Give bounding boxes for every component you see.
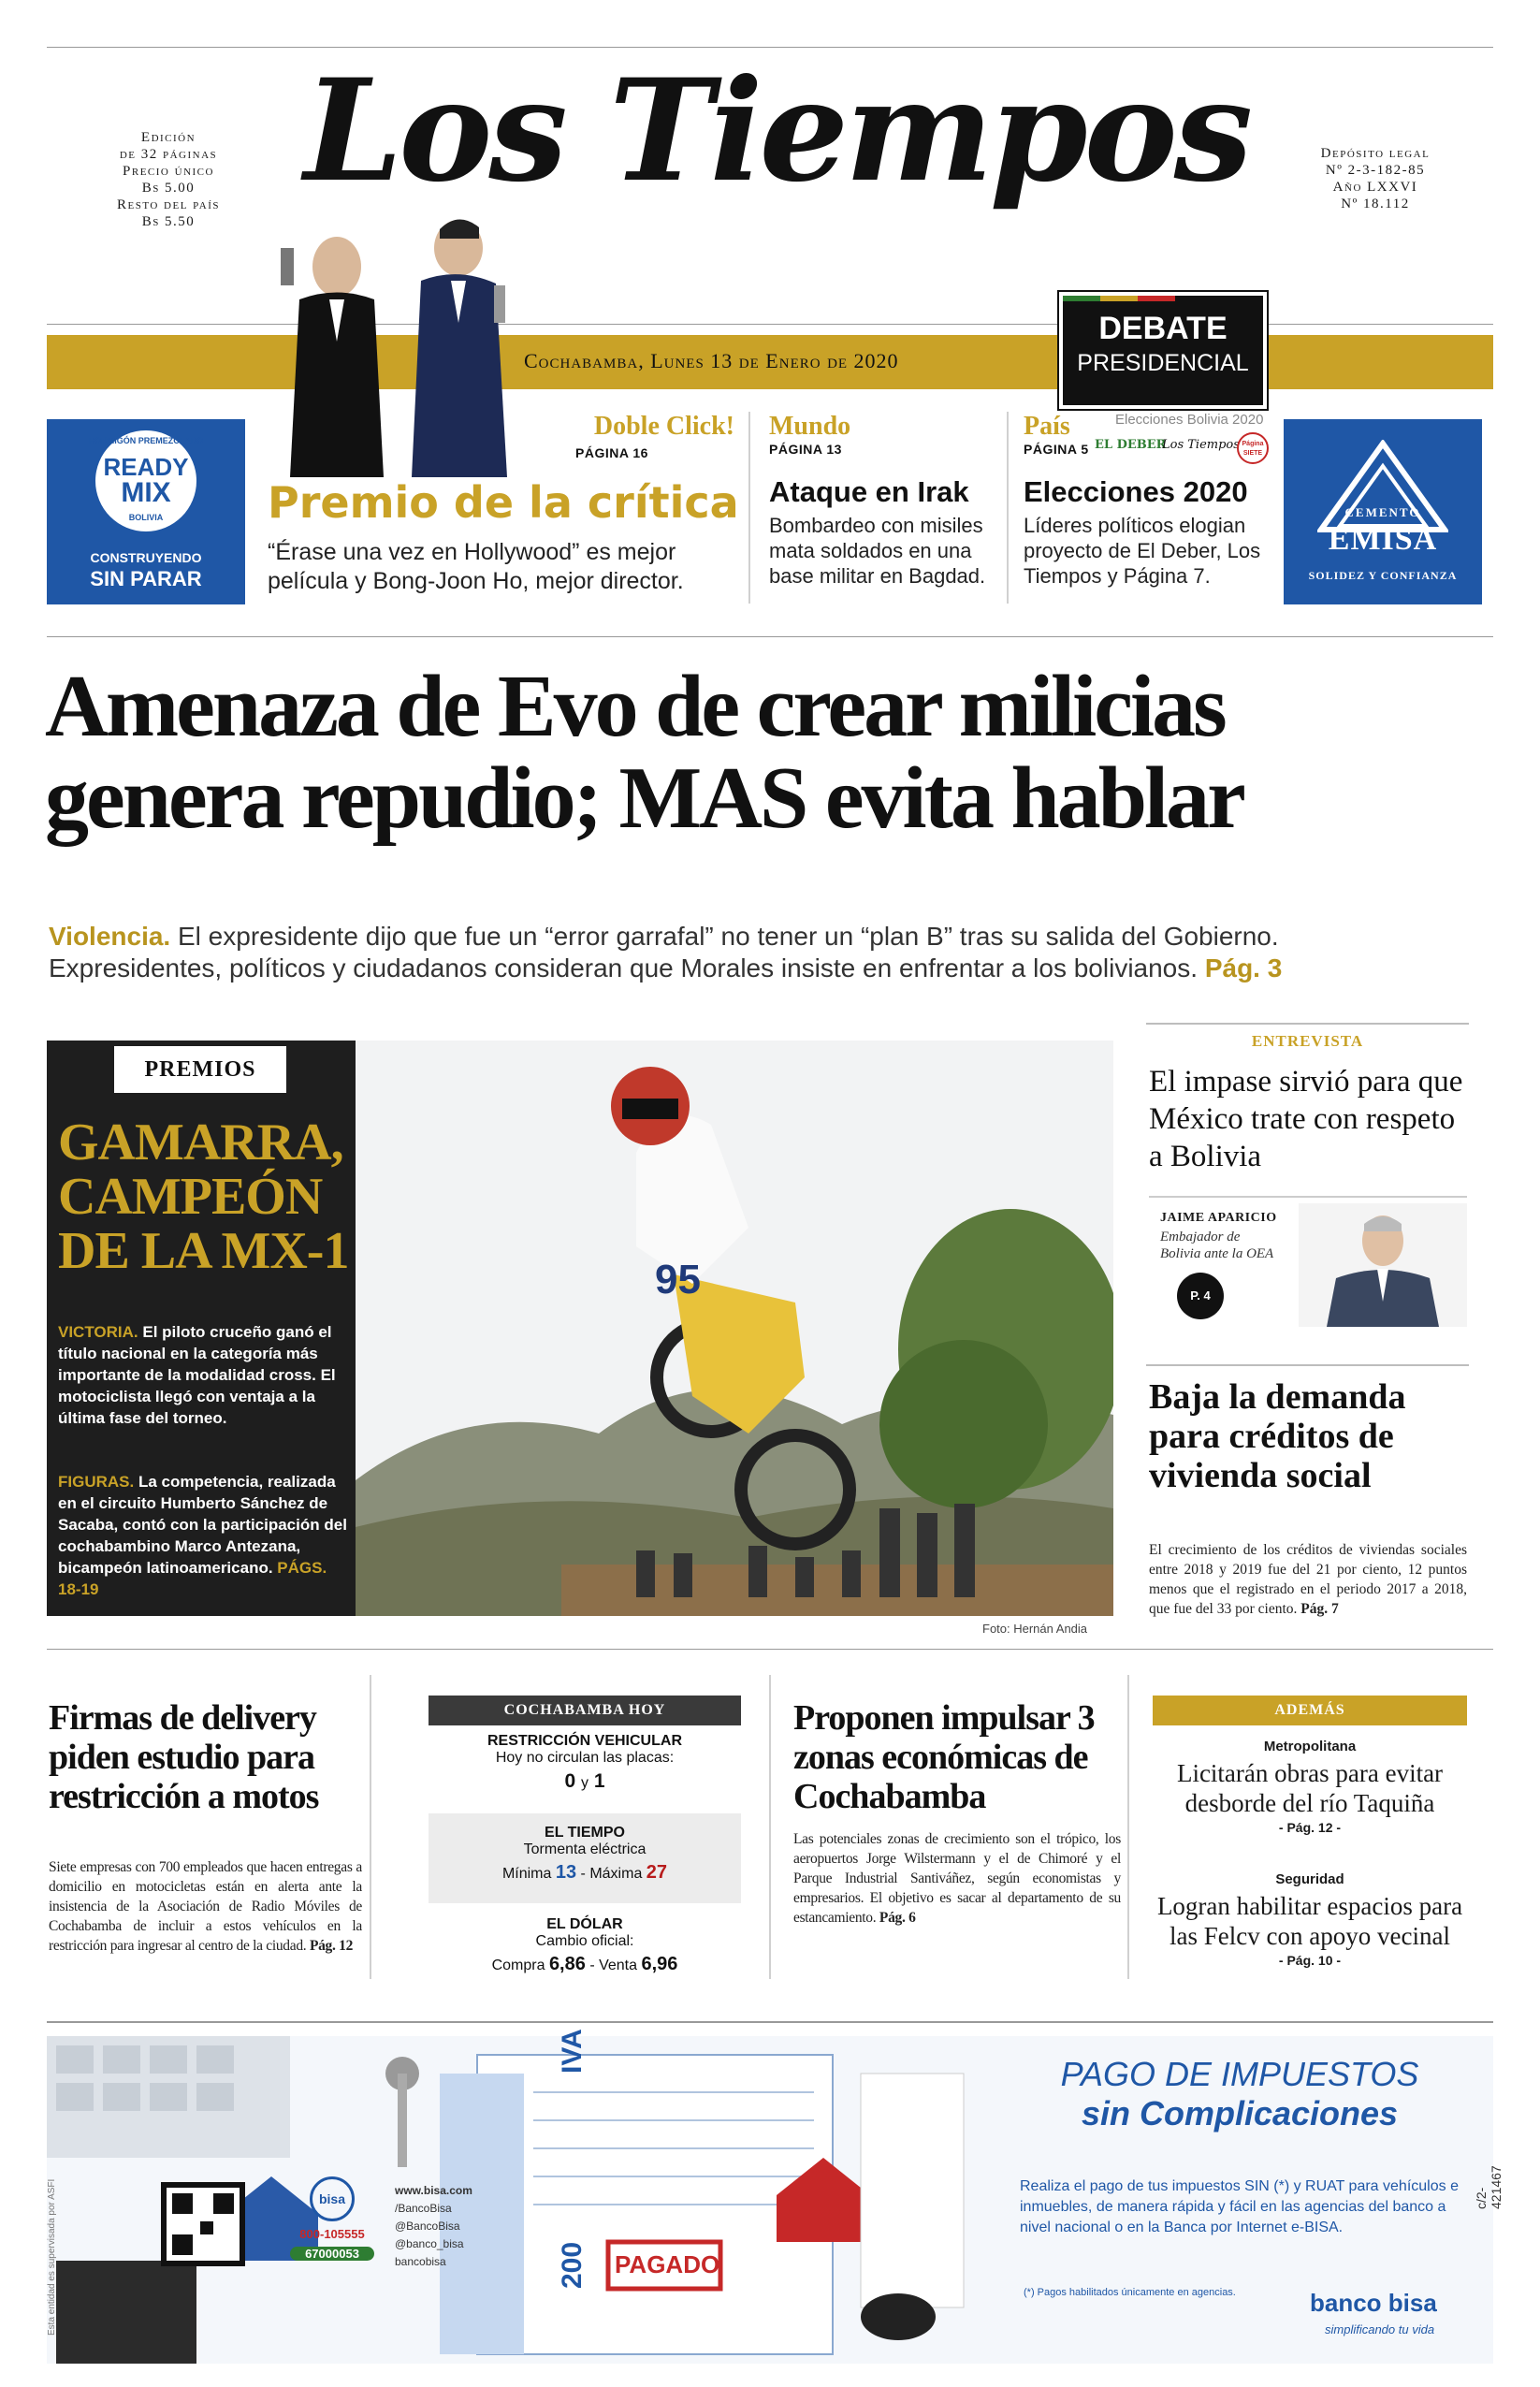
teaser-divider — [1007, 412, 1009, 604]
zonas-page[interactable]: Pág. 6 — [879, 1910, 916, 1926]
premios-headline-line: CAMPEÓN — [58, 1168, 323, 1226]
legal-line: Depósito legal — [1320, 146, 1431, 161]
form-number: 200 — [557, 2241, 588, 2289]
premios-paragraph-1 — [58, 1321, 348, 1429]
delivery-body — [49, 1857, 362, 1956]
premios-headline — [58, 1115, 357, 1278]
edition-line: Bs 5.00 — [141, 181, 196, 196]
emisa-brand: EMISA — [1328, 522, 1438, 557]
motocross-photo[interactable] — [356, 1041, 1113, 1616]
entrevista-interviewee — [1149, 1196, 1467, 1327]
premios-label: VICTORIA. — [58, 1323, 138, 1341]
debate-elections: Elecciones Bolivia 2020 — [1115, 412, 1264, 428]
readymix-tag1: CONSTRUYENDO — [90, 550, 202, 565]
deck-text: El expresidente dijo que fue un “error garrafal” no tener un “plan B” tras su salida del Gobierno. — [178, 922, 1279, 951]
deck-label: Violencia. — [49, 922, 171, 951]
emisa-top: CEMENTO — [1344, 505, 1421, 519]
edition-line: Resto del país — [116, 197, 221, 212]
premios-tag: PREMIOS — [114, 1046, 286, 1093]
teaser-body: “Érase una vez en Hollywood” es mejor película y Bong-Joon Ho, mejor director. — [268, 539, 684, 594]
premios-headline-line: DE LA MX-1 — [58, 1222, 349, 1280]
readymix-brand1: READY — [103, 453, 189, 481]
weather-content: EL TIEMPO Tormenta eléctrica Mínima 13 - Máxima 27 — [429, 1825, 741, 1884]
premios-text: La competencia, realizada en el circuito Humberto Sánchez de Sacaba, contó con la participación del cochabambino Marco Antezana, bicampeón latinoamericano. — [58, 1473, 347, 1577]
max-value: 27 — [646, 1862, 668, 1883]
buy-value: 6,86 — [548, 1954, 586, 1974]
deck-page[interactable]: Pág. 3 — [1204, 953, 1283, 982]
readymix-ad[interactable] — [47, 419, 245, 604]
ademas-page: - Pág. 12 - — [1278, 1820, 1342, 1835]
cochabamba-hoy-tag: COCHABAMBA HOY — [429, 1696, 741, 1725]
weather-text: Tormenta eléctrica — [523, 1841, 647, 1857]
dollar-text: Cambio oficial: — [535, 1933, 634, 1949]
sell-value: 6,96 — [641, 1954, 678, 1974]
teaser-headline[interactable]: Premio de la crítica — [268, 477, 739, 528]
bisa-social — [395, 2182, 472, 2271]
bisa-social-item[interactable]: bancobisa — [395, 2255, 446, 2268]
edition-line: Precio único — [123, 164, 214, 179]
dollar-box: EL DÓLAR Cambio oficial: Compra 6,86 - Venta 6,96 — [429, 1916, 741, 1975]
ademas-item[interactable] — [1153, 1871, 1467, 1968]
readymix-top: HORMIGÓN PREMEZCLADO — [88, 436, 204, 445]
emisa-tag: SOLIDEZ Y CONFIANZA — [1308, 569, 1458, 582]
restr-title: RESTRICCIÓN VEHICULAR — [487, 1733, 682, 1749]
teaser-headline: Ataque en Irak — [769, 475, 969, 508]
plate-joiner: y — [581, 1775, 588, 1791]
buy-label: Compra — [491, 1958, 545, 1973]
form-label: IVA — [557, 2029, 588, 2074]
ademas-headline: Logran habilitar espacios para las Felcv con apoyo vecinal — [1156, 1892, 1463, 1950]
lower-divider — [1127, 1675, 1129, 1979]
zonas-headline[interactable]: Proponen impulsar 3 zonas económicas de Cochabamba — [793, 1698, 1095, 1816]
edition-line: de 32 páginas — [119, 147, 218, 162]
weather-title: EL TIEMPO — [545, 1825, 625, 1841]
delivery-page[interactable]: Pág. 12 — [309, 1938, 354, 1954]
debate-badge[interactable] — [1059, 292, 1267, 409]
main-headline-line: Amenaza de Evo de crear milicias — [45, 658, 1225, 755]
bike-number: 95 — [655, 1257, 701, 1303]
issue-date: Cochabamba, Lunes 13 de Enero de 2020 — [524, 349, 899, 372]
vivienda-headline[interactable]: Baja la demanda para créditos de vivienda social — [1149, 1377, 1406, 1495]
bank-ad-note: (*) Pagos habilitados únicamente en agencias. — [1024, 2287, 1236, 2298]
premios-text: El piloto cruceño ganó el título nacional en la categoría más importante de la modalidad cross. El motociclista llegó con ventaja a la última fase del torneo. — [58, 1323, 336, 1427]
bisa-social-item[interactable]: @banco_bisa — [395, 2237, 464, 2250]
interviewee-photo — [1299, 1203, 1467, 1327]
bank-ad[interactable] — [47, 2029, 1504, 2364]
premios-page[interactable]: PÁGS. 18-19 — [58, 1559, 327, 1598]
edition-line: Edición — [140, 130, 196, 145]
delivery-headline[interactable]: Firmas de delivery piden estudio para restricción a motos — [49, 1698, 319, 1816]
dollar-title: EL DÓLAR — [546, 1916, 623, 1932]
teaser-mundo[interactable] — [769, 412, 998, 589]
min-value: 13 — [555, 1862, 577, 1883]
bisa-social-item[interactable]: @BancoBisa — [395, 2220, 460, 2233]
qr-module — [200, 2221, 213, 2234]
bisa-contact — [271, 2176, 393, 2284]
partner-eldeber: EL DEBER — [1095, 438, 1167, 452]
vivienda-text: El crecimiento de los créditos de viviendas sociales entre 2018 y 2019 fue del 21 por ciento, 12 puntos menos que el registrado en el periodo 2017 a 2018, que fue del 33 por ciento. — [1149, 1542, 1467, 1617]
teaser-headline: Elecciones 2020 — [1024, 475, 1248, 508]
ademas-section: Seguridad — [1275, 1871, 1344, 1887]
lower-rule — [47, 1649, 1493, 1650]
ad-rule — [47, 2021, 1493, 2023]
delivery-text: Siete empresas con 700 empleados que hacen entregas a domicilio en motocicletas están en alerta ante la insistencia de la Asociación de Radio Móviles de Cochabamba de incluir a estos vehículos en la restricción para ingresar al centro de la ciudad. — [49, 1859, 362, 1954]
partner-pagina-siete: Página SIETE — [1237, 432, 1269, 464]
readymix-country: BOLIVIA — [128, 513, 164, 522]
bank-ad-body: Realiza el pago de tus impuestos SIN (*) y RUAT para vehículos e inmuebles, de manera rápida y fácil en las agencias del banco a nivel nacional o en la Banca por Internet e-BISA. — [1020, 2178, 1459, 2235]
deck-text: Expresidentes, políticos y ciudadanos consideran que Morales insiste en enfrentar a los bolivianos. — [49, 953, 1199, 982]
teaser-pais[interactable] — [1024, 412, 1269, 589]
ademas-tag: ADEMÁS — [1153, 1696, 1467, 1725]
main-headline[interactable] — [45, 658, 1504, 847]
entrevista-rule — [1146, 1023, 1469, 1025]
interviewee-name: JAIME APARICIO — [1160, 1211, 1277, 1225]
legal-line: Año LXXVI — [1332, 180, 1418, 195]
zonas-text: Las potenciales zonas de crecimiento son el trópico, los aeropuertos Jorge Wilstermann y el de Chimoré y el Parque Industrial Santiváñez, según economistas y empresarios. El objetivo es sacar al departamento de su estancamiento. — [793, 1831, 1121, 1926]
edition-line: Bs 5.50 — [141, 214, 196, 229]
plate-a: 0 — [564, 1770, 576, 1792]
vivienda-rule — [1146, 1364, 1469, 1366]
debate-flag-gold — [1100, 296, 1138, 301]
teaser-section: Doble Click! — [593, 412, 734, 441]
top-rule — [47, 47, 1493, 48]
motocross-illustration — [356, 1041, 1113, 1616]
readymix-tag2: SIN PARAR — [90, 567, 202, 590]
ad-code: c/2-421467 — [1474, 2165, 1504, 2209]
lower-divider — [769, 1675, 771, 1979]
vivienda-body — [1149, 1540, 1467, 1619]
award-winners-photo — [262, 211, 561, 477]
bisa-small-logo: bisa — [310, 2176, 355, 2221]
teaser-body: Líderes políticos elogian proyecto de El Deber, Los Tiempos y Página 7. — [1024, 514, 1261, 588]
premios-headline-line: GAMARRA, — [58, 1113, 343, 1172]
readymix-brand2: MIX — [121, 477, 171, 508]
emisa-ad[interactable] — [1284, 419, 1482, 604]
bank-logo[interactable]: banco bisa — [1310, 2289, 1437, 2317]
restr-text: Hoy no circulan las placas: — [495, 1750, 675, 1766]
teaser-section: País — [1024, 412, 1070, 441]
interviewee-role: Bolivia ante la OEA — [1160, 1246, 1274, 1261]
zonas-body — [793, 1829, 1121, 1928]
qr-code[interactable] — [161, 2182, 245, 2266]
ademas-headline: Licitarán obras para evitar desborde del río Taquiña — [1176, 1759, 1444, 1817]
max-label: Máxima — [589, 1866, 643, 1882]
legal-line: Nº 18.112 — [1341, 196, 1410, 211]
teaser-page: PÁGINA 16 — [575, 445, 648, 460]
bank-slogan: simplificando tu vida — [1325, 2322, 1435, 2336]
teaser-body: Bombardeo con misiles mata soldados en una base militar en Bagdad. — [769, 514, 986, 588]
main-headline-line: genera repudio; MAS evita hablar — [45, 750, 1243, 847]
qr-finder — [172, 2234, 193, 2255]
bisa-whatsapp[interactable]: 67000053 — [290, 2247, 374, 2261]
legal-info — [1282, 145, 1469, 212]
entrevista-tag: ENTREVISTA — [1251, 1032, 1364, 1050]
paid-stamp: PAGADO — [615, 2250, 720, 2278]
teaser-divider — [748, 412, 750, 604]
debate-title: DEBATE — [1098, 311, 1228, 346]
teaser-page: PÁGINA 13 — [769, 442, 842, 457]
vivienda-page[interactable]: Pág. 7 — [1300, 1601, 1339, 1617]
sell-label: Venta — [599, 1958, 638, 1973]
restriccion-box — [429, 1733, 741, 1793]
edition-info — [75, 129, 262, 230]
teaser-page: PÁGINA 5 — [1024, 442, 1089, 457]
main-deck — [49, 921, 1499, 984]
legal-line: Nº 2-3-182-85 — [1325, 163, 1426, 178]
plate-b: 1 — [593, 1770, 605, 1792]
premios-paragraph-2 — [58, 1471, 348, 1600]
min-label: Mínima — [501, 1866, 552, 1882]
interviewee-role: Embajador de — [1160, 1230, 1241, 1244]
partner-lostiempos: Los Tiempos — [1162, 438, 1240, 452]
debate-flag-green — [1063, 296, 1100, 301]
entrevista-headline[interactable]: El impase sirvió para que México trate con respeto a Bolivia — [1149, 1065, 1463, 1173]
masthead-logo[interactable]: Los Tiempos — [303, 49, 1250, 213]
supervision-note: Esta entidad es supervisada por ASFI — [47, 2178, 57, 2336]
section-rule — [47, 636, 1493, 637]
premios-panel[interactable] — [47, 1041, 356, 1616]
ademas-page: - Pág. 10 - — [1278, 1953, 1342, 1968]
bank-ad-title: PAGO DE IMPUESTOS — [1060, 2055, 1419, 2093]
photo-credit: Foto: Hernán Andia — [982, 1622, 1088, 1636]
qr-finder — [172, 2193, 193, 2214]
bisa-phone[interactable]: 800-105555 — [299, 2227, 365, 2241]
ademas-section: Metropolitana — [1263, 1739, 1357, 1754]
ademas-item[interactable] — [1153, 1739, 1467, 1835]
entrevista-page[interactable]: P. 4 — [1177, 1273, 1224, 1319]
debate-flag-red — [1138, 296, 1175, 301]
qr-finder — [213, 2193, 234, 2214]
debate-subtitle: PRESIDENCIAL — [1077, 350, 1249, 376]
bisa-social-item[interactable]: /BancoBisa — [395, 2202, 452, 2215]
teaser-section: Mundo — [769, 412, 851, 441]
lower-divider — [370, 1675, 371, 1979]
bank-ad-subtitle: sin Complicaciones — [1081, 2094, 1399, 2132]
bisa-web[interactable]: www.bisa.com — [395, 2184, 472, 2197]
premios-label: FIGURAS. — [58, 1473, 135, 1491]
